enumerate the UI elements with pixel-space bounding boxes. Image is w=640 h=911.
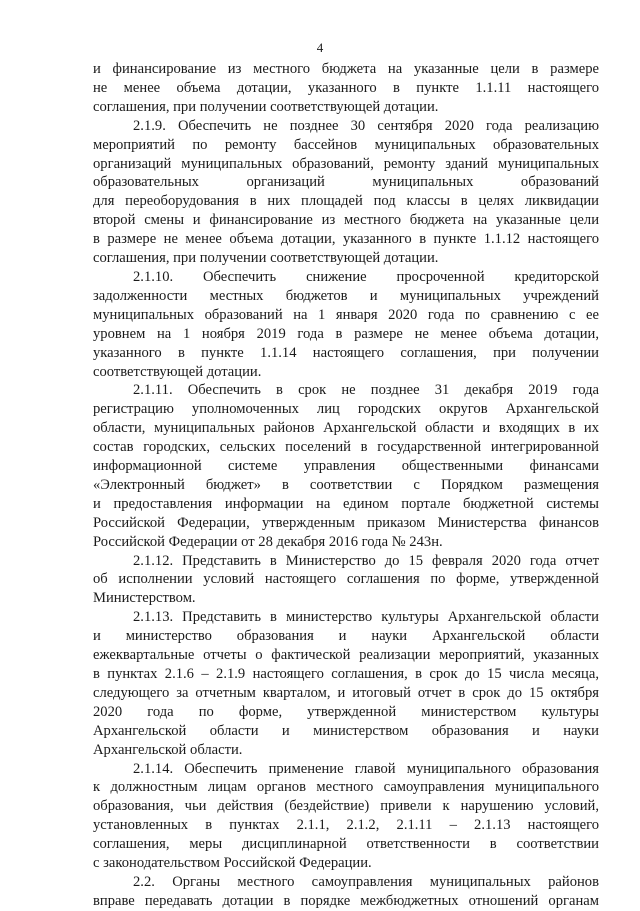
text-line: установленных в пунктах 2.1.1, 2.1.2, 2.1.11 – 2.1.13 настоящего	[93, 817, 599, 834]
text-line: мероприятий по ремонту бассейнов муниципальных образовательных	[93, 136, 599, 153]
paragraph-p-2-1-12	[93, 552, 599, 609]
text-line: об исполнении условий настоящего соглашения по форме, утвержденной	[93, 571, 599, 588]
text-line: к должностным лицам органов местного самоуправления муниципального	[93, 779, 599, 796]
text-line: 2.1.10. Обеспечить снижение просроченной кредиторской	[133, 268, 599, 285]
text-line: с законодательством Российской Федерации.	[93, 855, 372, 872]
text-line: задолженности местных бюджетов и муниципальных учреждений	[93, 287, 599, 304]
text-line: Российской Федерации, утвержденным приказом Министерства финансов	[93, 514, 599, 531]
text-line: соответствующей дотации.	[93, 363, 262, 380]
text-line: «Электронный бюджет» в соответствии с Порядком размещения	[93, 476, 599, 493]
text-line: Министерством.	[93, 590, 196, 607]
text-line: не менее объема дотации, указанного в пункте 1.1.11 настоящего	[93, 79, 599, 96]
text-line: муниципальных образований на 1 января 2020 года по сравнению с ее	[93, 306, 599, 323]
paragraph-p-2-2	[93, 873, 599, 911]
text-line: регистрацию уполномоченных лиц городских округов Архангельской	[93, 401, 599, 418]
text-line: следующего за отчетным кварталом, и итоговый отчет в срок до 15 октября	[93, 684, 599, 701]
text-line: соглашения, при получении соответствующей дотации.	[93, 250, 439, 267]
text-line: соглашения, меры дисциплинарной ответственности в соответствии	[93, 836, 599, 853]
text-line: организаций муниципальных образований, ремонту зданий муниципальных	[93, 155, 599, 172]
text-line: образования, чьи действия (бездействие) привели к нарушению условий,	[93, 798, 599, 815]
text-line: ежеквартальные отчеты о фактической реализации мероприятий, указанных	[93, 647, 599, 664]
text-line: 2.1.12. Представить в Министерство до 15 февраля 2020 года отчет	[133, 552, 599, 569]
text-line: образовательных организаций муниципальных образований	[93, 174, 599, 191]
paragraph-p-2-1-13	[93, 608, 599, 759]
text-line: области, муниципальных районов Архангельской области и входящих в их	[93, 420, 599, 437]
paragraph-p-2-1-9	[93, 117, 599, 268]
text-line: Российской Федерации от 28 декабря 2016 года № 243н.	[93, 533, 443, 550]
text-line: второй смены и финансирование из местного бюджета на указанные цели	[93, 212, 599, 229]
text-line: и предоставления информации на едином портале бюджетной системы	[93, 495, 599, 512]
text-line: состав городских, сельских поселений в государственной интегрированной	[93, 439, 599, 456]
text-line: 2.1.9. Обеспечить не позднее 30 сентября 2020 года реализацию	[133, 117, 599, 134]
text-line: информационной системе управления общественными финансами	[93, 458, 599, 475]
text-line: 2.2. Органы местного самоуправления муниципальных районов	[133, 873, 599, 890]
text-line: 2.1.11. Обеспечить в срок не позднее 31 декабря 2019 года	[133, 382, 599, 399]
text-line: 2020 года по форме, утвержденной министерством культуры	[93, 703, 599, 720]
text-line: для переоборудования в них площадей под классы в целях ликвидации	[93, 193, 599, 210]
text-line: в размере не менее объема дотации, указанного в пункте 1.1.12 настоящего	[93, 231, 599, 248]
text-line: уровнем на 1 ноября 2019 года в размере не менее объема дотации,	[93, 325, 599, 342]
text-line: и финансирование из местного бюджета на указанные цели в размере	[93, 61, 599, 77]
text-line: 2.1.13. Представить в министерство культуры Архангельской области	[133, 609, 599, 626]
text-line: Архангельской области и министерством образования и науки	[93, 722, 599, 739]
page-number: 4	[316, 40, 324, 55]
paragraph-p-2-1-10	[93, 268, 599, 381]
text-line: вправе передавать дотации в порядке межбюджетных отношений органам	[93, 892, 599, 909]
text-line: Архангельской области.	[93, 741, 243, 758]
paragraph-p-2-1-14	[93, 760, 599, 873]
text-line: в пунктах 2.1.6 – 2.1.9 настоящего соглашения, в срок до 15 числа месяца,	[93, 666, 599, 682]
text-line: 2.1.14. Обеспечить применение главой муниципального образования	[133, 760, 599, 777]
paragraph-p-2-1-11	[93, 381, 599, 551]
text-line: соглашения, при получении соответствующей дотации.	[93, 98, 439, 115]
paragraph-p-cont	[93, 60, 599, 117]
document-body	[93, 60, 599, 911]
text-line: указанного в пункте 1.1.14 настоящего соглашения, при получении	[93, 344, 599, 361]
text-line: и министерство образования и науки Архангельской области	[93, 628, 599, 645]
